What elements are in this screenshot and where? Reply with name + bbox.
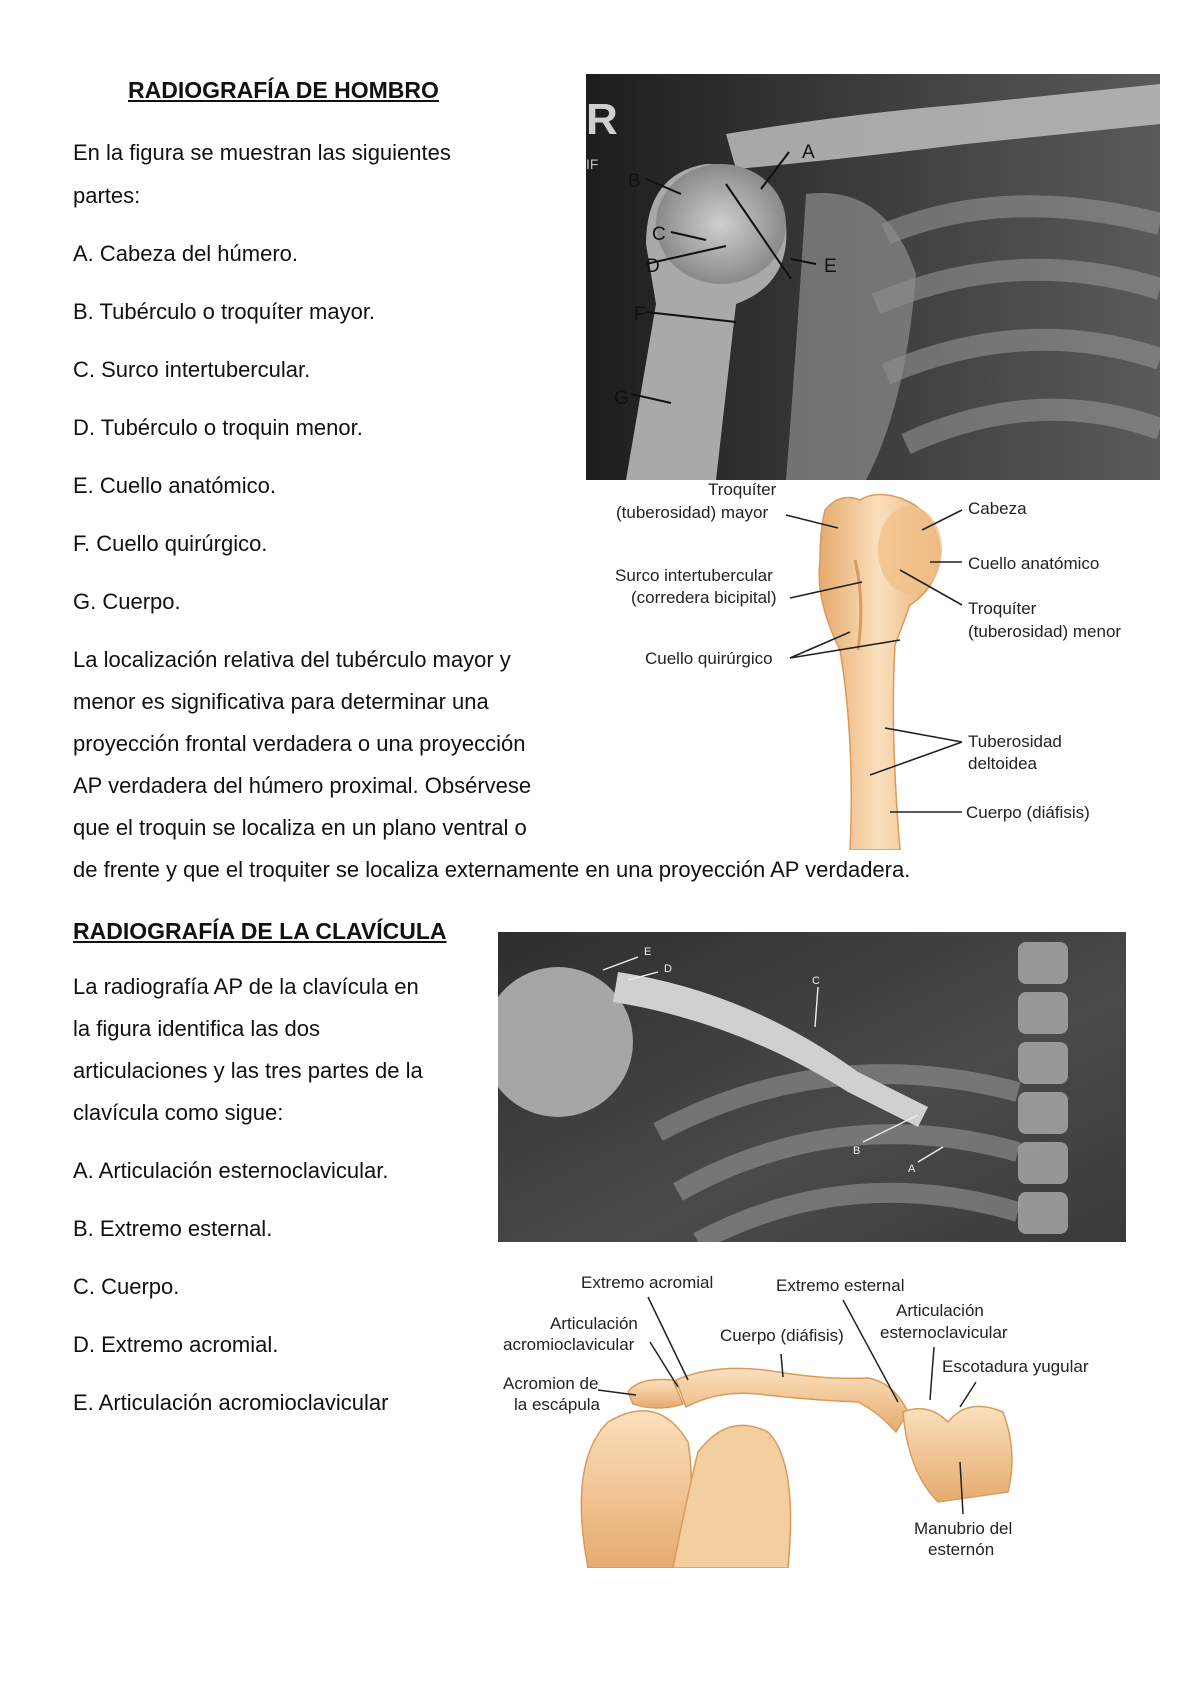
label-acromion-1: Acromion de — [503, 1374, 599, 1393]
clavicle-xray-label-e: E — [644, 946, 652, 958]
shoulder-part-b: B. Tubérculo o troquíter mayor. — [73, 299, 376, 324]
xray-marker-r: R — [586, 95, 618, 144]
label-art-acromio-2: acromioclavicular — [503, 1335, 635, 1354]
xray-label-b: B — [628, 171, 641, 192]
label-art-acromio-1: Articulación — [550, 1314, 638, 1333]
label-extremo-esternal: Extremo esternal — [776, 1276, 905, 1295]
label-surco-1: Surco intertubercular — [615, 566, 773, 585]
clavicle-xray-label-c: C — [812, 975, 820, 987]
xray-label-e: E — [824, 256, 837, 277]
shoulder-title: RADIOGRAFÍA DE HOMBRO — [128, 77, 439, 103]
shoulder-para-line-3: proyección frontal verdadera o una proyección — [73, 731, 526, 756]
clavicle-intro-line-1: La radiografía AP de la clavícula en — [73, 974, 419, 999]
clavicle-xray-label-d: D — [664, 963, 672, 975]
xray-label-a: A — [802, 142, 815, 163]
label-acromion-2: la escápula — [514, 1395, 601, 1414]
label-manubrio-1: Manubrio del — [914, 1519, 1013, 1538]
label-extremo-acromial: Extremo acromial — [581, 1273, 714, 1292]
xray-label-d: D — [646, 256, 660, 277]
label-tuberosidad-2: deltoidea — [968, 754, 1038, 773]
label-troquiter-menor-1: Troquíter — [968, 599, 1037, 618]
clavicle-title: RADIOGRAFÍA DE LA CLAVÍCULA — [73, 918, 447, 944]
shoulder-para-line-4: AP verdadera del húmero proximal. Obsérvese — [73, 773, 532, 798]
shoulder-part-c: C. Surco intertubercular. — [73, 357, 311, 382]
clavicle-xray-image — [498, 932, 1126, 1242]
clavicle-intro-line-2: la figura identifica las dos — [73, 1016, 321, 1041]
label-troquiter-menor-2: (tuberosidad) menor — [968, 622, 1122, 641]
clavicle-part-c: C. Cuerpo. — [73, 1274, 180, 1299]
shoulder-para-line-6: de frente y que el troquiter se localiza externamente en una proyección AP verdadera. — [73, 857, 911, 882]
shoulder-para-line-1: La localización relativa del tubérculo mayor y — [73, 647, 511, 672]
label-troquiter-mayor-2: (tuberosidad) mayor — [616, 503, 769, 522]
label-cuello-anatomico: Cuello anatómico — [968, 554, 1100, 573]
shoulder-part-e: E. Cuello anatómico. — [73, 473, 276, 498]
humerus-diagram — [600, 480, 1160, 850]
label-art-esterno-1: Articulación — [896, 1301, 984, 1320]
label-cuerpo-clavicula: Cuerpo (diáfisis) — [720, 1326, 844, 1345]
clavicle-part-b: B. Extremo esternal. — [73, 1216, 273, 1241]
shoulder-part-f: F. Cuello quirúrgico. — [73, 531, 268, 556]
shoulder-intro-line-2: partes: — [73, 183, 141, 208]
label-manubrio-2: esternón — [928, 1540, 995, 1559]
shoulder-part-g: G. Cuerpo. — [73, 589, 181, 614]
label-surco-2: (corredera bicipital) — [631, 588, 777, 607]
shoulder-para-line-5: que el troquin se localiza en un plano ventral o — [73, 815, 527, 840]
label-cabeza: Cabeza — [968, 499, 1027, 518]
shoulder-xray-image — [586, 74, 1160, 480]
clavicle-intro-line-3: articulaciones y las tres partes de la — [73, 1058, 423, 1083]
label-art-esterno-2: esternoclavicular — [880, 1323, 1008, 1342]
clavicle-part-d: D. Extremo acromial. — [73, 1332, 279, 1357]
xray-marker-small: IF — [586, 156, 599, 172]
clavicle-xray-label-a: A — [908, 1163, 916, 1175]
clavicle-part-a: A. Articulación esternoclavicular. — [73, 1158, 389, 1183]
shoulder-part-d: D. Tubérculo o troquin menor. — [73, 415, 363, 440]
clavicle-intro-line-4: clavícula como sigue: — [73, 1100, 284, 1125]
clavicle-diagram — [498, 1262, 1126, 1568]
label-cuerpo-diafisis: Cuerpo (diáfisis) — [966, 803, 1090, 822]
shoulder-part-a: A. Cabeza del húmero. — [73, 241, 299, 266]
xray-label-c: C — [652, 224, 666, 245]
label-cuello-quirurgico: Cuello quirúrgico — [645, 649, 773, 668]
shoulder-para-line-2: menor es significativa para determinar una — [73, 689, 489, 714]
xray-label-g: G — [614, 388, 629, 409]
shoulder-intro-line-1: En la figura se muestran las siguientes — [73, 140, 451, 165]
xray-label-f: F — [634, 304, 646, 325]
clavicle-part-e: E. Articulación acromioclavicular — [73, 1390, 389, 1415]
clavicle-xray-label-b: B — [853, 1145, 861, 1157]
label-tuberosidad-1: Tuberosidad — [968, 732, 1062, 751]
label-escotadura-yugular: Escotadura yugular — [942, 1357, 1089, 1376]
label-troquiter-mayor-1: Troquíter — [708, 480, 777, 499]
